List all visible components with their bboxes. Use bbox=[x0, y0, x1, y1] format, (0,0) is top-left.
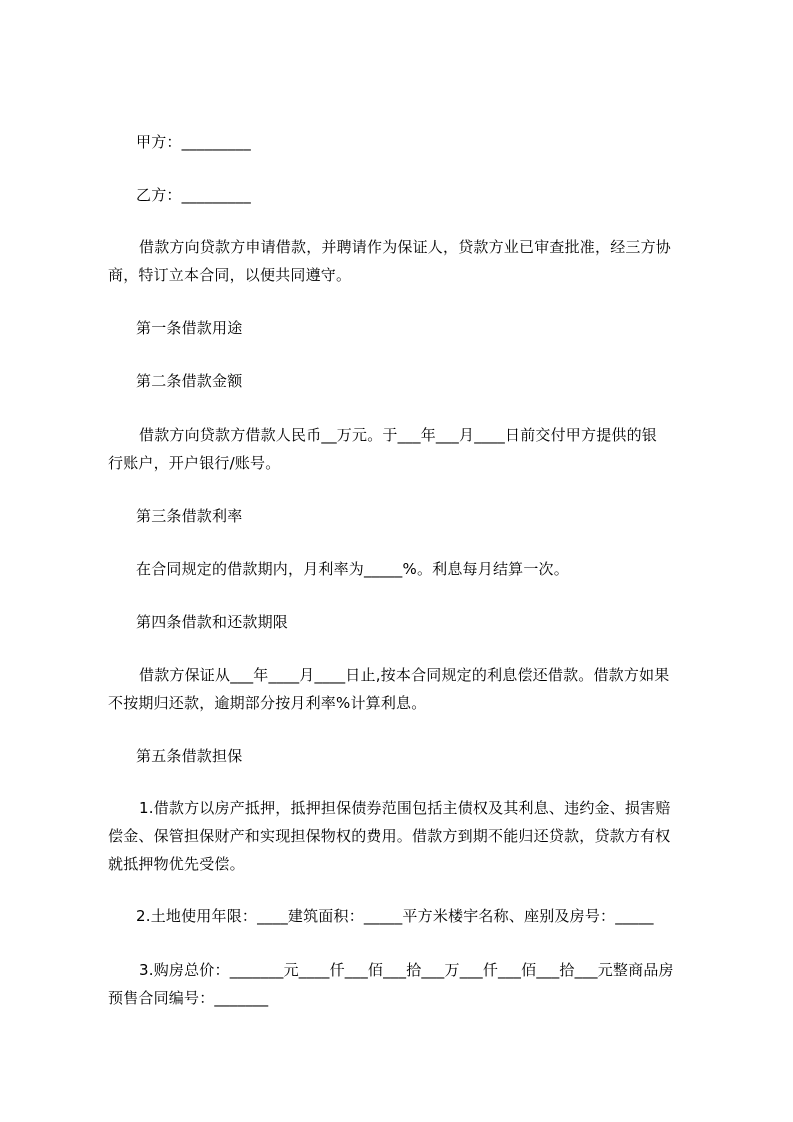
article-5-title: 第五条借款担保 bbox=[136, 747, 243, 765]
article-2-paragraph-line-2: 行账户，开户银行/账号。 bbox=[108, 454, 281, 472]
article-5-item-3-line-2: 预售合同编号：_______ bbox=[108, 989, 269, 1007]
article-5-item-2-line-1: 2.土地使用年限：____建筑面积：_____平方米楼宇名称、座别及房号：_____ bbox=[136, 907, 654, 925]
article-4-paragraph-line-1: 借款方保证从___年____月____日止,按本合同规定的利息偿还借款。借款方如果 bbox=[139, 666, 670, 684]
article-5-item-1-line-3: 就抵押物优先受偿。 bbox=[108, 855, 245, 873]
article-2-title: 第二条借款金额 bbox=[136, 372, 243, 390]
article-2-paragraph-line-1: 借款方向贷款方借款人民币__万元。于___年___月____日前交付甲方提供的银 bbox=[139, 426, 658, 444]
party-b-line: 乙方：_________ bbox=[136, 186, 251, 204]
article-3-title: 第三条借款利率 bbox=[136, 507, 243, 525]
article-5-item-1-line-1: 1.借款方以房产抵押，抵押担保债券范围包括主债权及其利息、违约金、损害赔 bbox=[139, 799, 671, 817]
party-a-line: 甲方：_________ bbox=[136, 133, 251, 151]
article-3-paragraph: 在合同规定的借款期内，月利率为_____%。利息每月结算一次。 bbox=[136, 560, 569, 578]
article-4-paragraph-line-2: 不按期归还款，逾期部分按月利率%计算利息。 bbox=[108, 694, 427, 712]
article-5-item-3-line-1: 3.购房总价：_______元____仟___佰___拾___万___仟___佰___拾___元整商品房 bbox=[139, 961, 674, 979]
article-1-title: 第一条借款用途 bbox=[136, 319, 243, 337]
intro-paragraph-line-2: 商，特订立本合同，以便共同遵守。 bbox=[108, 266, 352, 284]
intro-paragraph-line-1: 借款方向贷款方申请借款，并聘请作为保证人，贷款方业已审查批准，经三方协 bbox=[139, 238, 672, 256]
article-4-title: 第四条借款和还款期限 bbox=[136, 613, 289, 631]
article-5-item-1-line-2: 偿金、保管担保财产和实现担保物权的费用。借款方到期不能归还贷款，贷款方有权 bbox=[108, 827, 671, 845]
